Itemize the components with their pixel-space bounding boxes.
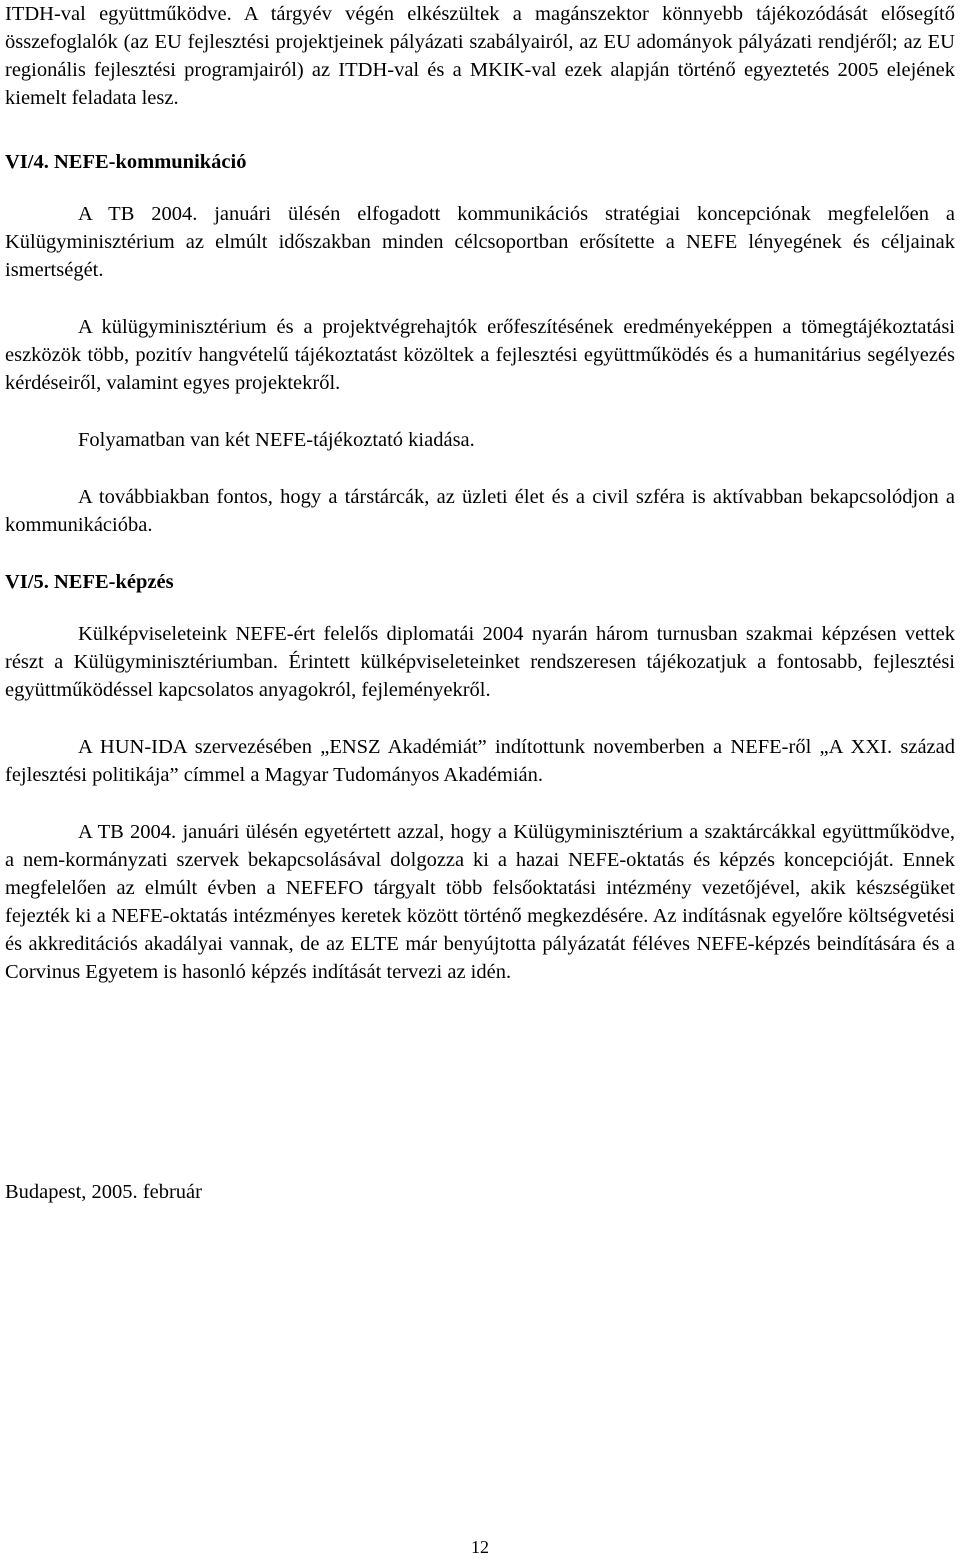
intro-paragraph: ITDH-val együttműködve. A tárgyév végén elkészültek a magánszektor könnyebb tájékozódását elősegítő összefoglalók (az EU fejlesztési projektjeinek pályázati szabályairól, az EU adományok pályázati rendjéről; az EU regionális fejlesztési programjairól) az ITDH-val és a MKIK-val ezek alapján történő egyeztetés 2005 elejének kiemelt feladata lesz.	[5, 3, 955, 109]
paragraph: A HUN-IDA szervezésében „ENSZ Akadémiát” indítottunk novemberben a NEFE-ről „A XXI. század fejlesztési politikája” címmel a Magyar Tudományos Akadémián.	[5, 736, 955, 786]
section-heading-communication: VI/4. NEFE-kommunikáció	[5, 151, 247, 173]
section-heading-training: VI/5. NEFE-képzés	[5, 571, 174, 593]
paragraph: A továbbiakban fontos, hogy a társtárcák, az üzleti élet és a civil szféra is aktívabban bekapcsolódjon a kommunikációba.	[5, 486, 955, 536]
paragraph: A TB 2004. januári ülésén elfogadott kommunikációs stratégiai koncepciónak megfelelően a Külügyminisztérium az elmúlt időszakban minden célcsoportban erősítette a NEFE lényegének és céljainak ismertségét.	[5, 203, 955, 281]
page-number: 12	[471, 1537, 489, 1557]
closing-date-line: Budapest, 2005. február	[5, 1181, 202, 1203]
document-page	[5, 0, 955, 986]
paragraph: A külügyminisztérium és a projektvégrehajtók erőfeszítésének eredményeképpen a tömegtájékoztatási eszközök több, pozitív hangvételű tájékoztatást közöltek a fejlesztési együttműködés és a humanitárius segélyezés kérdéseiről, valamint egyes projektekről.	[5, 316, 955, 394]
paragraph: Folyamatban van két NEFE-tájékoztató kiadása.	[78, 429, 475, 451]
paragraph: A TB 2004. januári ülésén egyetértett azzal, hogy a Külügyminisztérium a szaktárcákkal együttműködve, a nem-kormányzati szervek bekapcsolásával dolgozza ki a hazai NEFE-oktatás és képzés koncepcióját. Ennek megfelelően az elmúlt évben a NEFEFO tárgyalt több felsőoktatási intézmény vezetőjével, akik készségüket fejezték ki a NEFE-oktatás intézményes keretek között történő megkezdésére. Az indításnak egyelőre költségvetési és akkreditációs akadályai vannak, de az ELTE már benyújtotta pályázatát féléves NEFE-képzés beindítására és a Corvinus Egyetem is hasonló képzés indítását tervezi az idén.	[5, 821, 955, 983]
paragraph: Külképviseleteink NEFE-ért felelős diplomatái 2004 nyarán három turnusban szakmai képzésen vettek részt a Külügyminisztériumban. Érintett külképviseleteinket rendszeresen tájékozatjuk a fontosabb, fejlesztési együttműködéssel kapcsolatos anyagokról, fejleményekről.	[5, 623, 955, 701]
